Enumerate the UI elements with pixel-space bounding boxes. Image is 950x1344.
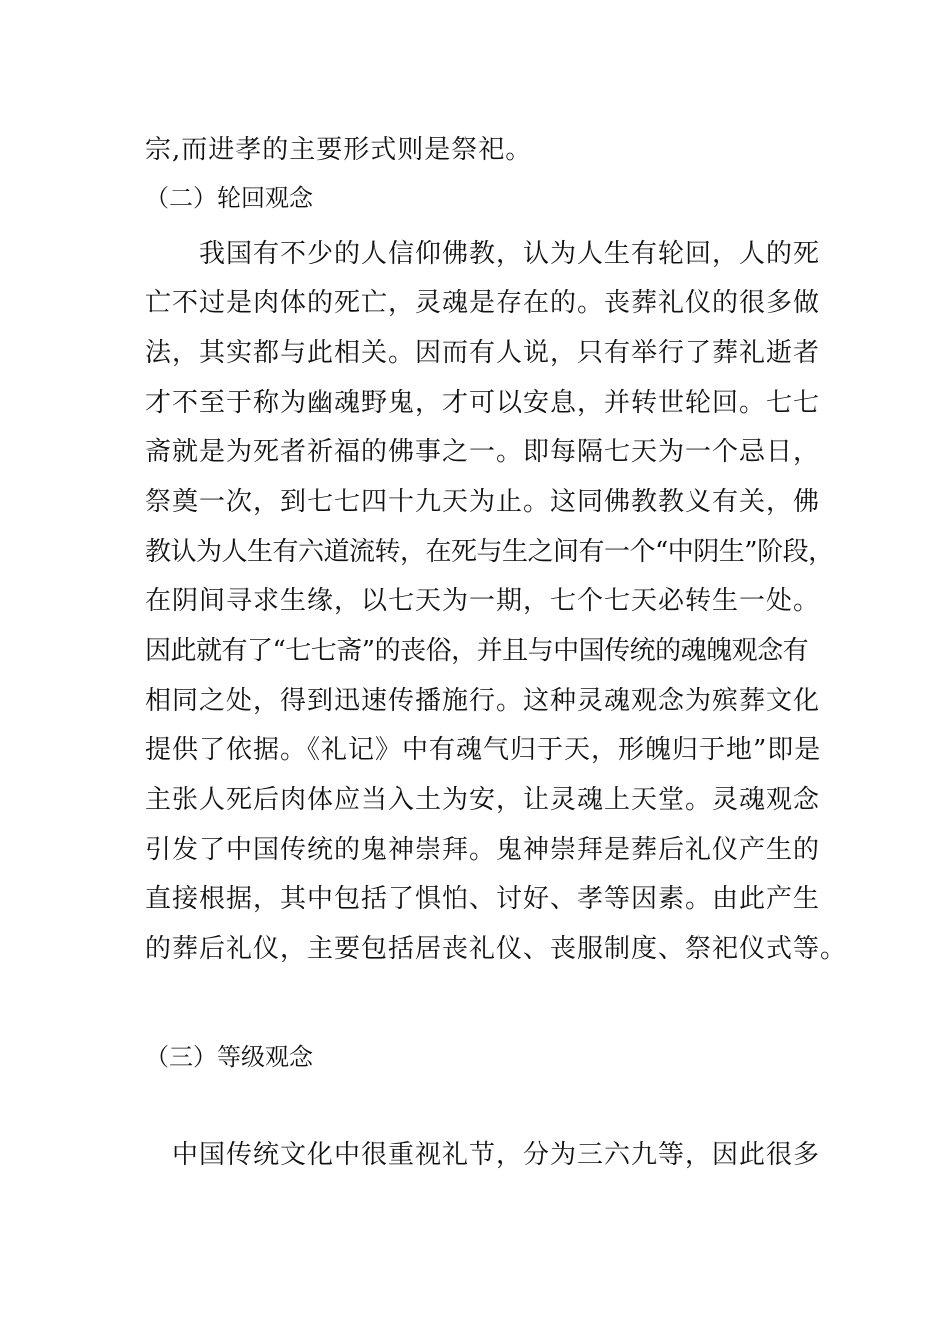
paragraph-line: 教认为人生有六道流转，在死与生之间有一个“中阴生”阶段， — [145, 537, 834, 567]
lead-line: 宗,而进孝的主要形式则是祭祀。 — [145, 135, 533, 165]
section-heading-lunhui: （二）轮回观念 — [145, 184, 313, 212]
paragraph-line: 提供了依据。《礼记》中有魂气归于天，形魄归于地”即是 — [145, 735, 822, 765]
paragraph-line: 才不至于称为幽魂野鬼，才可以安息，并转世轮回。七七 — [145, 388, 821, 418]
paragraph-line: 法，其实都与此相关。因而有人说，只有举行了葬礼逝者 — [145, 338, 821, 368]
paragraph-line: 引发了中国传统的鬼神崇拜。鬼神崇拜是葬后礼仪产生的 — [145, 835, 821, 865]
paragraph-line: 因此就有了“七七斋”的丧俗，并且与中国传统的魂魄观念有 — [145, 636, 809, 666]
paragraph-line: 主张人死后肉体应当入土为安，让灵魂上天堂。灵魂观念 — [145, 785, 821, 815]
paragraph-line: 中国传统文化中很重视礼节，分为三六九等，因此很多 — [172, 1140, 821, 1170]
paragraph-line: 斋就是为死者祈福的佛事之一。即每隔七天为一个忌日， — [145, 437, 821, 467]
section-heading-dengji: （三）等级观念 — [145, 1043, 313, 1071]
paragraph-line: 的葬后礼仪，主要包括居丧礼仪、丧服制度、祭祀仪式等。 — [145, 934, 848, 964]
paragraph-line: 我国有不少的人信仰佛教，认为人生有轮回，人的死 — [199, 239, 821, 269]
paragraph-line: 在阴间寻求生缘，以七天为一期，七个七天必转生一处。 — [145, 586, 821, 616]
paragraph-line: 相同之处，得到迅速传播施行。这种灵魂观念为殡葬文化 — [145, 686, 821, 716]
paragraph-line: 祭奠一次，到七七四十九天为止。这同佛教教义有关，佛 — [145, 487, 821, 517]
paragraph-line: 亡不过是肉体的死亡，灵魂是存在的。丧葬礼仪的很多做 — [145, 288, 821, 318]
paragraph-line: 直接根据，其中包括了惧怕、讨好、孝等因素。由此产生 — [145, 884, 821, 914]
